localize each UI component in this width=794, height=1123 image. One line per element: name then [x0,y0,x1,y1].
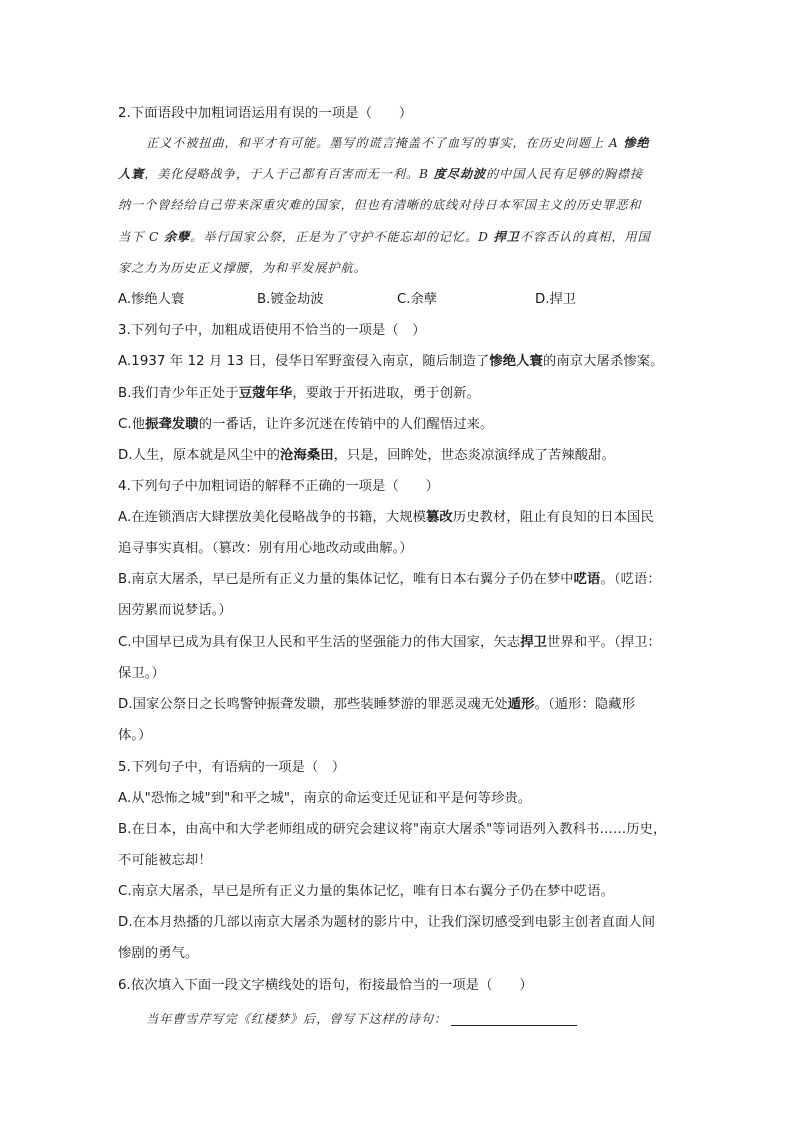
q4-option-c-line-1: C.中国早已成为具有保卫人民和平生活的坚强能力的伟大国家，矢志捍卫世界和平。（捍卫： [118,635,661,650]
q4-option-d-line-2: 体。） [118,728,152,743]
q6-passage-line-1: 当年曹雪芹写完《红楼梦》后，曾写下这样的诗句： [146,1009,577,1029]
q3-option-b: B.我们青少年正处于豆蔻年华，要敢于开拓进取，勇于创新。 [118,386,480,401]
q2-option-d: D.捍卫 [535,292,577,307]
q4-stem: 4.下列句子中加粗词语的解释不正确的一项是（ ） [118,479,440,494]
q3-option-a: A.1937 年 12 月 13 日，侵华日军野蛮侵入南京，随后制造了惨绝人寰的南京大屠杀惨案。 [118,354,664,369]
q5-option-a: A.从"恐怖之城"到"和平之城"，南京的命运变迁见证和平是何等珍贵。 [118,791,532,806]
q4-option-d-line-1: D.国家公祭日之长鸣警钟振聋发聩，那些装睡梦游的罪恶灵魂无处遁形。（遁形：隐藏形 [118,697,636,712]
q5-stem: 5.下列句子中，有语病的一项是（ ） [118,760,346,775]
q2-bold-c: 余孽 [163,230,191,244]
q3-stem: 3.下列句子中，加粗成语使用不恰当的一项是（ ） [118,323,426,338]
q4-option-a-line-1: A.在连锁酒店大肆摆放美化侵略战争的书籍，大规模篡改历史教材，阻止有良知的日本国民 [118,510,654,525]
q4-option-b-line-1: B.南京大屠杀，早已是所有正义力量的集体记忆，唯有日本右翼分子仍在梦中呓语。（呓语： [118,572,661,587]
q2-option-b: B.镀金劫波 [257,292,324,307]
q2-option-c: C.余孽 [397,292,438,307]
q6-fill-blank[interactable] [451,1011,577,1026]
q2-passage-line-3: 纳一个曾经给自己带来深重灾难的国家，但也有清晰的底线对待日本军国主义的历史罪恶和 [118,198,642,212]
q4-option-c-line-2: 保卫。） [118,666,165,681]
q4-option-a-line-2: 追寻事实真相。（篡改：别有用心地改动或曲解。） [118,541,413,556]
q2-bold-d: 捍卫 [493,230,520,244]
q6-stem: 6.依次填入下面一段文字横线处的语句，衔接最恰当的一项是（ ） [118,978,533,993]
q5-option-b-line-1: B.在日本，由高中和大学老师组成的研究会建议将"南京大屠杀"等词语列入教科书……历史， [118,822,667,837]
q3-option-c: C.他振聋发聩的一番话，让许多沉迷在传销中的人们醒悟过来。 [118,417,494,432]
q5-option-c: C.南京大屠杀，早已是所有正义力量的集体记忆，唯有日本右翼分子仍在梦中呓语。 [118,884,614,899]
q2-stem: 2.下面语段中加粗词语运用有误的一项是（ ） [118,106,413,121]
q5-option-b-line-2: 不可能被忘却！ [118,853,212,868]
q2-passage-line-2: 人寰，美化侵略战争，于人于己都有百害而无一利。B 度尽劫波的中国人民有足够的胸襟接 [118,167,644,181]
q5-option-d-line-1: D.在本月热播的几部以南京大屠杀为题材的影片中，让我们深切感受到电影主创者直面人间 [118,915,656,930]
q2-bold-a2: 人寰 [118,167,145,181]
q2-passage-line-1: 正义不被扭曲，和平才有可能。墨写的谎言掩盖不了血写的事实，在历史问题上 A 惨绝 [146,136,650,150]
q2-bold-a1: 惨绝 [623,136,650,150]
q5-option-d-line-2: 惨剧的勇气。 [118,946,199,961]
q2-option-a: A.惨绝人寰 [118,292,185,307]
q4-option-b-line-2: 因劳累而说梦话。） [118,603,232,618]
q2-passage-line-5: 家之力为历史正义撑腰，为和平发展护航。 [118,261,367,275]
q3-option-d: D.人生，原本就是风尘中的沧海桑田，只是，回眸处，世态炎凉演绎成了苦辣酸甜。 [118,448,615,463]
q2-bold-b: 度尽劫波 [433,167,487,181]
q2-passage-line-4: 当下 C 余孽。举行国家公祭，正是为了守护不能忘却的记忆。D 捍卫不容否认的真相，用国 [118,230,651,244]
